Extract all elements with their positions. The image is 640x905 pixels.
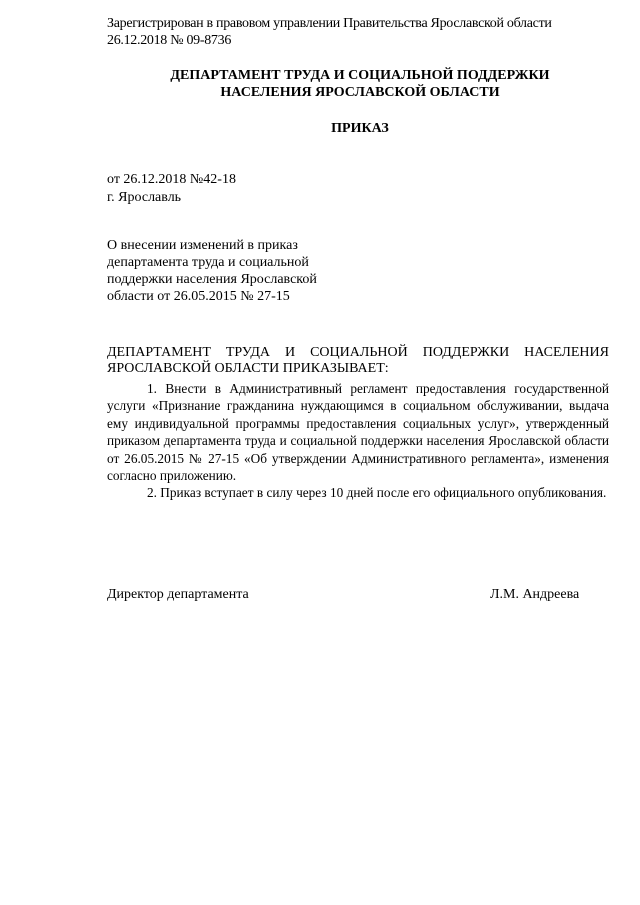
registration-note — [107, 15, 627, 49]
organization-header — [60, 67, 640, 101]
document-type-title: ПРИКАЗ — [331, 121, 389, 136]
subject-line-2: департамента труда и социальной — [107, 255, 309, 270]
subject-line-1: О внесении изменений в приказ — [107, 238, 298, 253]
order-items — [107, 380, 609, 502]
subject-line-4: области от 26.05.2015 № 27-15 — [107, 289, 290, 304]
order-item-2: 2. Приказ вступает в силу через 10 дней после его официального опубликования. — [147, 485, 607, 501]
registration-line-1: Зарегистрирован в правовом управлении Правительства Ярославской области — [107, 16, 552, 31]
order-date-number: от 26.12.2018 №42-18 — [107, 172, 236, 187]
order-item-1: 1. Внести в Административный регламент предоставления государственной услуги «Признание гражданина нуждающимся в социальном обслуживании, выдача ему индивидуальной программы предоставления социальных услуг», утвержденный приказом департамента труда и социальной поддержки населения Ярославской области от 26.05.2015 № 27-15 «Об утверждении Административного регламента», изменения согласно приложению. — [107, 381, 609, 484]
signer-title: Директор департамента — [107, 587, 249, 602]
subject-line-3: поддержки населения Ярославской — [107, 272, 317, 287]
registration-line-2: 26.12.2018 № 09-8736 — [107, 33, 232, 48]
organization-line-2: НАСЕЛЕНИЯ ЯРОСЛАВСКОЙ ОБЛАСТИ — [220, 85, 500, 100]
order-date-place — [107, 171, 236, 207]
order-preamble: ДЕПАРТАМЕНТ ТРУДА И СОЦИАЛЬНОЙ ПОДДЕРЖКИ НАСЕЛЕНИЯ ЯРОСЛАВСКОЙ ОБЛАСТИ ПРИКАЗЫВАЕТ: — [107, 345, 609, 376]
order-place: г. Ярославль — [107, 190, 182, 205]
order-subject — [107, 237, 347, 305]
signer-name: Л.М. Андреева — [490, 587, 580, 602]
organization-line-1: ДЕПАРТАМЕНТ ТРУДА И СОЦИАЛЬНОЙ ПОДДЕРЖКИ — [170, 68, 550, 83]
